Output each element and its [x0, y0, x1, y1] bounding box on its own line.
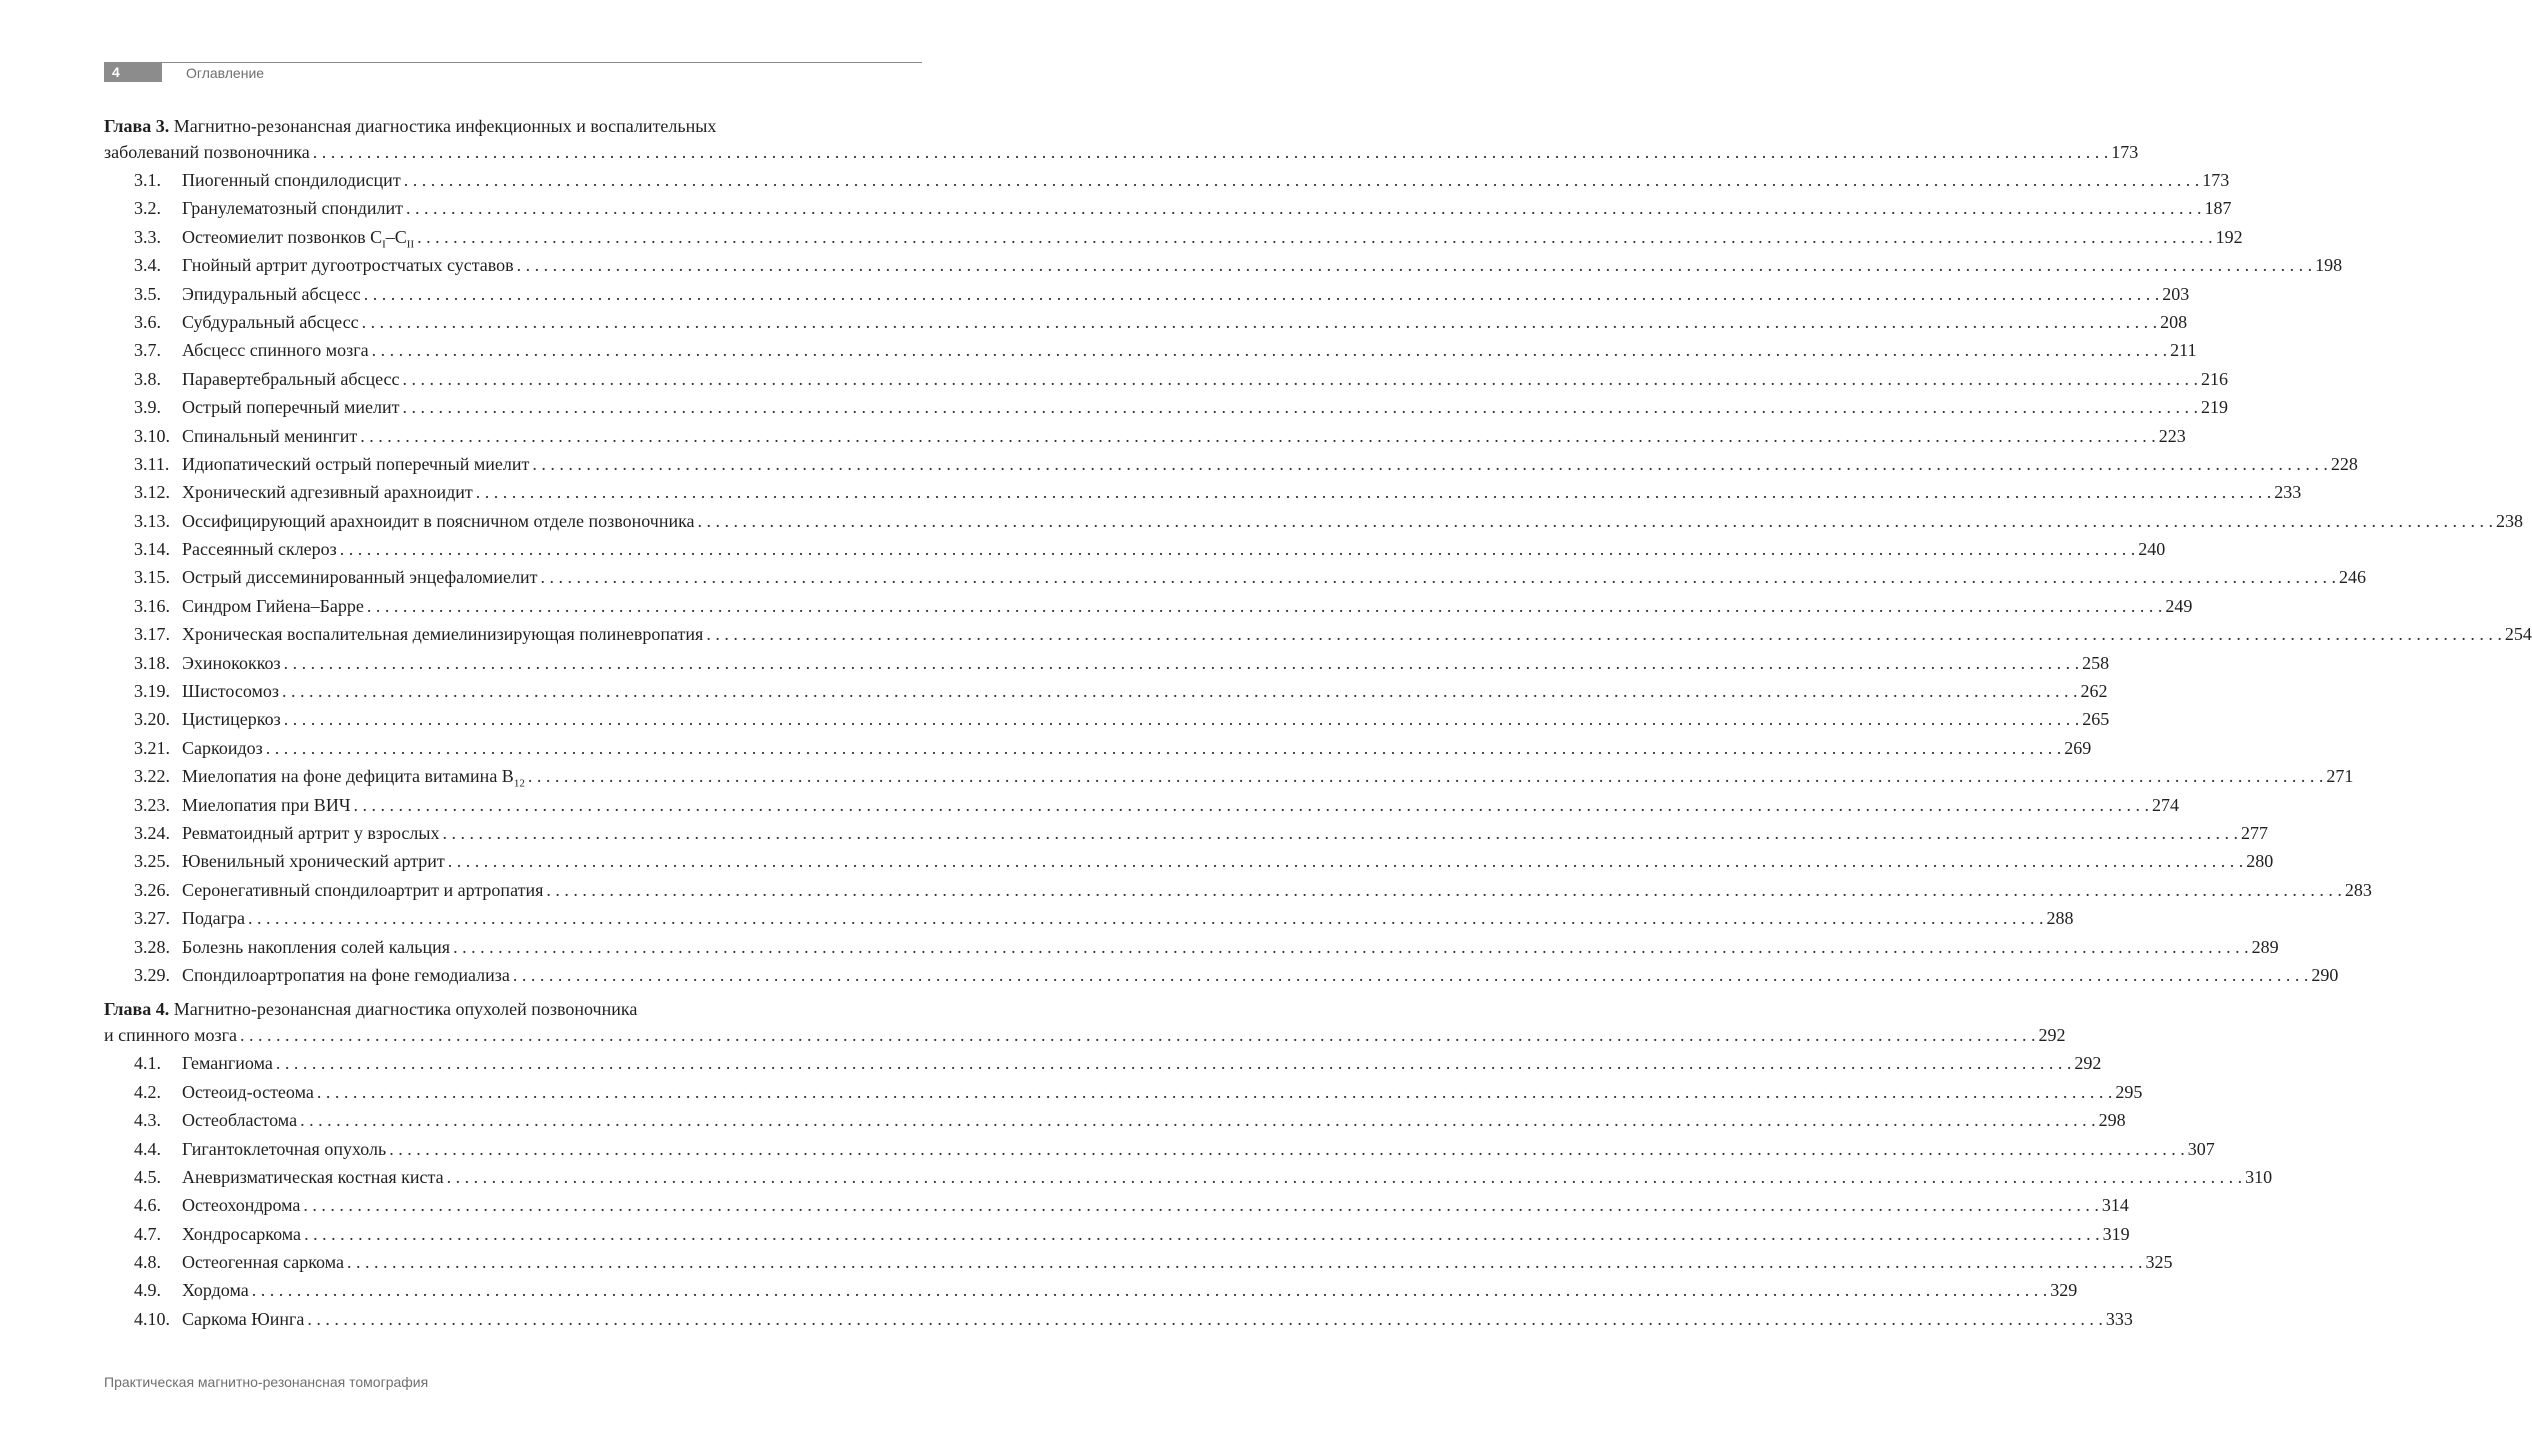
section-number: 3.2.	[134, 198, 161, 219]
dot-leader: . . . . . . . . . . . . . . . . . . . . . . . . . . . . . . . . . . . . . . . . . . . . . . . . . . . . . . . . . . . . . . . . . . . . . . . . . . . . . . . . . . . . . . . . . . . . . . . . . . . . . . . . . . . . . . . . . . . . . . . . . . . . . . . . . . . . . . . . . . . . . . . . . . . . . . . . . . . . . . . . . . . . . . . . . . . . . . . . . . . . . . . . . . . . . . . . . . . . . . . .	[475, 482, 2272, 503]
section-number: 4.6.	[134, 1195, 161, 1216]
toc-entry	[104, 734, 2092, 762]
dot-leader: . . . . . . . . . . . . . . . . . . . . . . . . . . . . . . . . . . . . . . . . . . . . . . . . . . . . . . . . . . . . . . . . . . . . . . . . . . . . . . . . . . . . . . . . . . . . . . . . . . . . . . . . . . . . . . . . . . . . . . . . . . . . . . . . . . . . . . . . . . . . . . . . . . . . . . . . . . . . . . . . . . . . . . . . . . . . . . . . . . . . . . . . . . . . . . . . . . . . . . . .	[371, 340, 2168, 361]
dot-leader: . . . . . . . . . . . . . . . . . . . . . . . . . . . . . . . . . . . . . . . . . . . . . . . . . . . . . . . . . . . . . . . . . . . . . . . . . . . . . . . . . . . . . . . . . . . . . . . . . . . . . . . . . . . . . . . . . . . . . . . . . . . . . . . . . . . . . . . . . . . . . . . . . . . . . . . . . . . . . . . . . . . . . . . . . . . . . . . . . . . . . . . . . . . . . . . . . . . . . . . .	[353, 794, 2150, 815]
section-page-number: 246	[2338, 567, 2366, 588]
section-title: Подагра	[182, 908, 245, 929]
toc-entry	[104, 620, 2532, 648]
section-page-number: 290	[2311, 964, 2339, 985]
toc-entry	[104, 1220, 2130, 1248]
section-title: Спинальный менингит	[182, 425, 358, 446]
section-page-number: 319	[2102, 1223, 2130, 1244]
dot-leader: . . . . . . . . . . . . . . . . . . . . . . . . . . . . . . . . . . . . . . . . . . . . . . . . . . . . . . . . . . . . . . . . . . . . . . . . . . . . . . . . . . . . . . . . . . . . . . . . . . . . . . . . . . . . . . . . . . . . . . . . . . . . . . . . . . . . . . . . . . . . . . . . . . . . . . . . . . . . . . . . . . . . . . . . . . . . . . . . . . . . . . . . . . . . . . . . . . . . . . . .	[265, 737, 2062, 758]
dot-leader: . . . . . . . . . . . . . . . . . . . . . . . . . . . . . . . . . . . . . . . . . . . . . . . . . . . . . . . . . . . . . . . . . . . . . . . . . . . . . . . . . . . . . . . . . . . . . . . . . . . . . . . . . . . . . . . . . . . . . . . . . . . . . . . . . . . . . . . . . . . . . . . . . . . . . . . . . . . . . . . . . . . . . . . . . . . . . . . . . . . . . . . . . . . . . . . . . . . . . . . .	[283, 652, 2080, 673]
section-title: Оссифицирующий арахноидит в поясничном отделе позвоночника	[182, 510, 695, 531]
section-page-number: 211	[2170, 340, 2197, 361]
section-page-number: 254	[2504, 624, 2532, 645]
toc-entry	[104, 592, 2193, 620]
toc-entry	[104, 961, 2339, 989]
dot-leader: . . . . . . . . . . . . . . . . . . . . . . . . . . . . . . . . . . . . . . . . . . . . . . . . . . . . . . . . . . . . . . . . . . . . . . . . . . . . . . . . . . . . . . . . . . . . . . . . . . . . . . . . . . . . . . . . . . . . . . . . . . . . . . . . . . . . . . . . . . . . . . . . . . . . . . . . . . . . . . . . . . . . . . . . . . . . . . . . . . . . . . . . . . . . . . . . . . . . . . . .	[389, 1138, 2185, 1159]
section-number: 3.6.	[134, 311, 161, 332]
section-number: 3.11.	[134, 453, 170, 474]
section-number: 3.26.	[134, 879, 170, 900]
dot-leader: . . . . . . . . . . . . . . . . . . . . . . . . . . . . . . . . . . . . . . . . . . . . . . . . . . . . . . . . . . . . . . . . . . . . . . . . . . . . . . . . . . . . . . . . . . . . . . . . . . . . . . . . . . . . . . . . . . . . . . . . . . . . . . . . . . . . . . . . . . . . . . . . . . . . . . . . . . . . . . . . . . . . . . . . . . . . . . . . . . . . . . . . . . . . . . . . . . . . . . . .	[540, 567, 2336, 588]
dot-leader: . . . . . . . . . . . . . . . . . . . . . . . . . . . . . . . . . . . . . . . . . . . . . . . . . . . . . . . . . . . . . . . . . . . . . . . . . . . . . . . . . . . . . . . . . . . . . . . . . . . . . . . . . . . . . . . . . . . . . . . . . . . . . . . . . . . . . . . . . . . . . . . . . . . . . . . . . . . . . . . . . . . . . . . . . . . . . . . . . . . . . . . . . . . . . . . . . . . . . . . .	[283, 709, 2080, 730]
section-number: 4.1.	[134, 1053, 161, 1074]
section-title: Остеогенная саркома	[182, 1252, 344, 1273]
section-page-number: 289	[2251, 936, 2279, 957]
section-number: 3.18.	[134, 652, 170, 673]
section-title: Острый поперечный миелит	[182, 397, 400, 418]
section-title: Ревматоидный артрит у взрослых	[182, 822, 440, 843]
section-page-number: 208	[2160, 311, 2188, 332]
section-title: Хондросаркома	[182, 1223, 302, 1244]
toc-entry	[104, 705, 2110, 733]
dot-leader: . . . . . . . . . . . . . . . . . . . . . . . . . . . . . . . . . . . . . . . . . . . . . . . . . . . . . . . . . . . . . . . . . . . . . . . . . . . . . . . . . . . . . . . . . . . . . . . . . . . . . . . . . . . . . . . . . . . . . . . . . . . . . . . . . . . . . . . . . . . . . . . . . . . . . . . . . . . . . . . . . . . . . . . . . . . . . . . . . . . . . . . . . . . . . . . . . . . . . . . .	[360, 425, 2156, 446]
dot-leader: . . . . . . . . . . . . . . . . . . . . . . . . . . . . . . . . . . . . . . . . . . . . . . . . . . . . . . . . . . . . . . . . . . . . . . . . . . . . . . . . . . . . . . . . . . . . . . . . . . . . . . . . . . . . . . . . . . . . . . . . . . . . . . . . . . . . . . . . . . . . . . . . . . . . . . . . . . . . . . . . . . . . . . . . . . . . . . . . . . . . . . . . . . . . . . . . . . . . . . . .	[282, 681, 2078, 702]
section-number: 3.14.	[134, 539, 170, 560]
section-page-number: 228	[2330, 453, 2358, 474]
page-header	[104, 62, 922, 82]
running-title: Оглавление	[186, 65, 265, 81]
section-number: 3.7.	[134, 340, 161, 361]
chapter-gap	[104, 989, 922, 997]
section-title: Рассеянный склероз	[182, 539, 337, 560]
dot-leader: . . . . . . . . . . . . . . . . . . . . . . . . . . . . . . . . . . . . . . . . . . . . . . . . . . . . . . . . . . . . . . . . . . . . . . . . . . . . . . . . . . . . . . . . . . . . . . . . . . . . . . . . . . . . . . . . . . . . . . . . . . . . . . . . . . . . . . . . . . . . . . . . . . . . . . . . . . . . . . . . . . . . . . . . . . . . . . . . . . . . . . . . . . . . . . . . . . . . . . . .	[442, 822, 2238, 843]
section-page-number: 292	[2074, 1053, 2102, 1074]
toc-entry	[104, 876, 2372, 904]
dot-leader: . . . . . . . . . . . . . . . . . . . . . . . . . . . . . . . . . . . . . . . . . . . . . . . . . . . . . . . . . . . . . . . . . . . . . . . . . . . . . . . . . . . . . . . . . . . . . . . . . . . . . . . . . . . . . . . . . . . . . . . . . . . . . . . . . . . . . . . . . . . . . . . . . . . . . . . . . . . . . . . . . . . . . . . . . . . . . . . . . . . . . . . . . . . . . . . . . . . . . . . .	[446, 1166, 2243, 1187]
dot-leader: . . . . . . . . . . . . . . . . . . . . . . . . . . . . . . . . . . . . . . . . . . . . . . . . . . . . . . . . . . . . . . . . . . . . . . . . . . . . . . . . . . . . . . . . . . . . . . . . . . . . . . . . . . . . . . . . . . . . . . . . . . . . . . . . . . . . . . . . . . . . . . . . . . . . . . . . . . . . . . . . . . . . . . . . . . . . . . . . . . . . . . . . . . . . . . . . . . . . . . . .	[402, 397, 2199, 418]
dot-leader: . . . . . . . . . . . . . . . . . . . . . . . . . . . . . . . . . . . . . . . . . . . . . . . . . . . . . . . . . . . . . . . . . . . . . . . . . . . . . . . . . . . . . . . . . . . . . . . . . . . . . . . . . . . . . . . . . . . . . . . . . . . . . . . . . . . . . . . . . . . . . . . . . . . . . . . . . . . . . . . . . . . . . . . . . . . . . . . . . . . . . . . . . . . . . . . . . . . . . . . .	[447, 851, 2244, 872]
section-number: 3.9.	[134, 397, 161, 418]
toc-entry	[104, 365, 2229, 393]
toc-entry	[104, 933, 2279, 961]
section-number: 4.2.	[134, 1081, 161, 1102]
section-title: Аневризматическая костная киста	[182, 1166, 444, 1187]
section-title: Остеохондрома	[182, 1195, 301, 1216]
section-number: 3.27.	[134, 908, 170, 929]
chapter-title-continued: и спинного мозга	[104, 1025, 237, 1046]
dot-leader: . . . . . . . . . . . . . . . . . . . . . . . . . . . . . . . . . . . . . . . . . . . . . . . . . . . . . . . . . . . . . . . . . . . . . . . . . . . . . . . . . . . . . . . . . . . . . . . . . . . . . . . . . . . . . . . . . . . . . . . . . . . . . . . . . . . . . . . . . . . . . . . . . . . . . . . . . . . . . . . . . . . . . . . . . . . . . . . . . . . . . . . . . . . . . . . . . . . . . . . .	[516, 255, 2313, 276]
section-title: Спондилоартропатия на фоне гемодиализа	[182, 964, 510, 985]
section-page-number: 269	[2064, 737, 2092, 758]
chapter-title-line	[104, 997, 922, 1021]
chapter-title-line	[104, 138, 2139, 166]
section-title: Болезнь накопления солей кальция	[182, 936, 451, 957]
section-title: Синдром Гийена–Барре	[182, 595, 364, 616]
section-page-number: 187	[2204, 198, 2232, 219]
dot-leader: . . . . . . . . . . . . . . . . . . . . . . . . . . . . . . . . . . . . . . . . . . . . . . . . . . . . . . . . . . . . . . . . . . . . . . . . . . . . . . . . . . . . . . . . . . . . . . . . . . . . . . . . . . . . . . . . . . . . . . . . . . . . . . . . . . . . . . . . . . . . . . . . . . . . . . . . . . . . . . . . . . . . . . . . . . . . . . . . . . . . . . . . . . . . . . . . . . . . . . . .	[697, 510, 2494, 531]
toc-entry	[104, 1276, 2078, 1304]
section-number: 3.16.	[134, 595, 170, 616]
section-page-number: 233	[2274, 482, 2302, 503]
chapter-title-line	[104, 114, 922, 138]
section-title-text: Миелопатия на фоне дефицита витамина В	[182, 766, 514, 787]
section-number: 3.3.	[134, 226, 161, 247]
section-number: 3.25.	[134, 851, 170, 872]
section-title: Гемангиома	[182, 1053, 273, 1074]
section-number: 4.7.	[134, 1223, 161, 1244]
toc-entry	[104, 847, 2274, 875]
section-title: Гнойный артрит дугоотростчатых суставов	[182, 255, 514, 276]
dot-leader: . . . . . . . . . . . . . . . . . . . . . . . . . . . . . . . . . . . . . . . . . . . . . . . . . . . . . . . . . . . . . . . . . . . . . . . . . . . . . . . . . . . . . . . . . . . . . . . . . . . . . . . . . . . . . . . . . . . . . . . . . . . . . . . . . . . . . . . . . . . . . . . . . . . . . . . . . . . . . . . . . . . . . . . . . . . . . . . . . . . . . . . . . . . . . . . . . . . . . . . .	[706, 624, 2502, 645]
section-title: Остеоид-остеома	[182, 1081, 314, 1102]
dot-leader: . . . . . . . . . . . . . . . . . . . . . . . . . . . . . . . . . . . . . . . . . . . . . . . . . . . . . . . . . . . . . . . . . . . . . . . . . . . . . . . . . . . . . . . . . . . . . . . . . . . . . . . . . . . . . . . . . . . . . . . . . . . . . . . . . . . . . . . . . . . . . . . . . . . . . . . . . . . . . . . . . . . . . . . . . . . . . . . . . . . . . . . . . . . . . . . . . . . . . . . .	[312, 142, 2109, 162]
chapter-title-continued: заболеваний позвоночника	[104, 142, 310, 162]
section-number: 3.19.	[134, 681, 170, 702]
toc-entry	[104, 1106, 2126, 1134]
section-title	[182, 223, 414, 251]
dot-leader: . . . . . . . . . . . . . . . . . . . . . . . . . . . . . . . . . . . . . . . . . . . . . . . . . . . . . . . . . . . . . . . . . . . . . . . . . . . . . . . . . . . . . . . . . . . . . . . . . . . . . . . . . . . . . . . . . . . . . . . . . . . . . . . . . . . . . . . . . . . . . . . . . . . . . . . . . . . . . . . . . . . . . . . . . . . . . . . . . . . . . . . . . . . . . . . . . . . . . . . .	[300, 1110, 2096, 1131]
toc-entry	[104, 1163, 2273, 1191]
section-title: Хронический адгезивный арахноидит	[182, 482, 473, 503]
section-page-number: 198	[2315, 255, 2343, 276]
section-number: 3.22.	[134, 766, 170, 787]
section-title: Гигантоклеточная опухоль	[182, 1138, 387, 1159]
section-page-number: 274	[2152, 794, 2180, 815]
section-title: Идиопатический острый поперечный миелит	[182, 453, 530, 474]
section-page-number: 192	[2215, 226, 2243, 247]
dot-leader: . . . . . . . . . . . . . . . . . . . . . . . . . . . . . . . . . . . . . . . . . . . . . . . . . . . . . . . . . . . . . . . . . . . . . . . . . . . . . . . . . . . . . . . . . . . . . . . . . . . . . . . . . . . . . . . . . . . . . . . . . . . . . . . . . . . . . . . . . . . . . . . . . . . . . . . . . . . . . . . . . . . . . . . . . . . . . . . . . . . . . . . . . . . . . . . . . . . . . . . .	[303, 1195, 2099, 1216]
section-title: Ювенильный хронический артрит	[182, 851, 445, 872]
toc-entry	[104, 450, 2358, 478]
dot-leader: . . . . . . . . . . . . . . . . . . . . . . . . . . . . . . . . . . . . . . . . . . . . . . . . . . . . . . . . . . . . . . . . . . . . . . . . . . . . . . . . . . . . . . . . . . . . . . . . . . . . . . . . . . . . . . . . . . . . . . . . . . . . . . . . . . . . . . . . . . . . . . . . . . . . . . . . . . . . . . . . . . . . . . . . . . . . . . . . . . . . . . . . . . . . . . . . . . . . . . . .	[512, 964, 2309, 985]
section-title	[182, 762, 525, 790]
section-title-text: –С	[385, 226, 407, 247]
toc-entry	[104, 677, 2108, 705]
dot-leader: . . . . . . . . . . . . . . . . . . . . . . . . . . . . . . . . . . . . . . . . . . . . . . . . . . . . . . . . . . . . . . . . . . . . . . . . . . . . . . . . . . . . . . . . . . . . . . . . . . . . . . . . . . . . . . . . . . . . . . . . . . . . . . . . . . . . . . . . . . . . . . . . . . . . . . . . . . . . . . . . . . . . . . . . . . . . . . . . . . . . . . . . . . . . . . . . . . . . . . . .	[304, 1223, 2100, 1244]
section-page-number: 203	[2162, 283, 2190, 304]
section-number: 3.12.	[134, 482, 170, 503]
section-number: 3.5.	[134, 283, 161, 304]
section-number: 3.23.	[134, 794, 170, 815]
dot-leader: . . . . . . . . . . . . . . . . . . . . . . . . . . . . . . . . . . . . . . . . . . . . . . . . . . . . . . . . . . . . . . . . . . . . . . . . . . . . . . . . . . . . . . . . . . . . . . . . . . . . . . . . . . . . . . . . . . . . . . . . . . . . . . . . . . . . . . . . . . . . . . . . . . . . . . . . . . . . . . . . . . . . . . . . . . . . . . . . . . . . . . . . . . . . . . . . . . . . . . . .	[417, 226, 2213, 247]
section-page-number: 283	[2344, 879, 2372, 900]
section-number: 4.10.	[134, 1308, 170, 1329]
section-number: 3.28.	[134, 936, 170, 957]
section-title: Саркома Юинга	[182, 1308, 305, 1329]
section-number: 3.10.	[134, 425, 170, 446]
dot-leader: . . . . . . . . . . . . . . . . . . . . . . . . . . . . . . . . . . . . . . . . . . . . . . . . . . . . . . . . . . . . . . . . . . . . . . . . . . . . . . . . . . . . . . . . . . . . . . . . . . . . . . . . . . . . . . . . . . . . . . . . . . . . . . . . . . . . . . . . . . . . . . . . . . . . . . . . . . . . . . . . . . . . . . . . . . . . . . . . . . . . . . . . . . . . . . . . . . . . . . . .	[346, 1252, 2143, 1273]
section-page-number: 310	[2245, 1166, 2273, 1187]
toc-entry	[104, 166, 2230, 194]
chapter-page-number: 173	[2111, 142, 2139, 162]
section-title: Хроническая воспалительная демиелинизирующая полиневропатия	[182, 624, 704, 645]
toc-entry	[104, 1191, 2129, 1219]
chapter-heading	[104, 114, 2139, 166]
dot-leader: . . . . . . . . . . . . . . . . . . . . . . . . . . . . . . . . . . . . . . . . . . . . . . . . . . . . . . . . . . . . . . . . . . . . . . . . . . . . . . . . . . . . . . . . . . . . . . . . . . . . . . . . . . . . . . . . . . . . . . . . . . . . . . . . . . . . . . . . . . . . . . . . . . . . . . . . . . . . . . . . . . . . . . . . . . . . . . . . . . . . . . . . . . . . . . . . . . . . . . . .	[453, 936, 2249, 957]
section-page-number: 238	[2496, 510, 2524, 531]
section-title: Остеобластома	[182, 1110, 298, 1131]
section-number: 4.8.	[134, 1252, 161, 1273]
toc-entry	[104, 507, 2524, 535]
section-title: Серонегативный спондилоартрит и артропатия	[182, 879, 544, 900]
toc-entry	[104, 393, 2229, 421]
section-number: 3.29.	[134, 964, 170, 985]
toc-entry	[104, 1049, 2102, 1077]
section-page-number: 288	[2046, 908, 2074, 929]
toc-entry	[104, 563, 2366, 591]
toc-entry	[104, 649, 2110, 677]
toc-entry	[104, 422, 2186, 450]
section-title: Паравертебральный абсцесс	[182, 368, 400, 389]
section-page-number: 307	[2187, 1138, 2215, 1159]
toc-entry	[104, 336, 2197, 364]
section-page-number: 219	[2201, 397, 2229, 418]
section-page-number: 249	[2165, 595, 2193, 616]
section-page-number: 240	[2138, 539, 2166, 560]
dot-leader: . . . . . . . . . . . . . . . . . . . . . . . . . . . . . . . . . . . . . . . . . . . . . . . . . . . . . . . . . . . . . . . . . . . . . . . . . . . . . . . . . . . . . . . . . . . . . . . . . . . . . . . . . . . . . . . . . . . . . . . . . . . . . . . . . . . . . . . . . . . . . . . . . . . . . . . . . . . . . . . . . . . . . . . . . . . . . . . . . . . . . . . . . . . . . . . . . . . . . . . .	[248, 908, 2044, 929]
toc-entry	[104, 1248, 2173, 1276]
section-page-number: 262	[2080, 681, 2108, 702]
toc-entry	[104, 251, 2343, 279]
dot-leader: . . . . . . . . . . . . . . . . . . . . . . . . . . . . . . . . . . . . . . . . . . . . . . . . . . . . . . . . . . . . . . . . . . . . . . . . . . . . . . . . . . . . . . . . . . . . . . . . . . . . . . . . . . . . . . . . . . . . . . . . . . . . . . . . . . . . . . . . . . . . . . . . . . . . . . . . . . . . . . . . . . . . . . . . . . . . . . . . . . . . . . . . . . . . . . . . . . . . . . . .	[361, 311, 2158, 332]
subscript: I	[382, 238, 386, 251]
toc-entry	[104, 194, 2232, 222]
section-title: Абсцесс спинного мозга	[182, 340, 369, 361]
section-number: 3.1.	[134, 170, 161, 190]
section-title: Саркоидоз	[182, 737, 263, 758]
toc-entry	[104, 535, 2166, 563]
section-number: 3.4.	[134, 255, 161, 276]
toc-entry	[104, 904, 2074, 932]
section-title: Эпидуральный абсцесс	[182, 283, 361, 304]
toc-entry	[104, 1078, 2143, 1106]
section-page-number: 216	[2201, 368, 2229, 389]
section-title: Хордома	[182, 1280, 249, 1301]
section-title: Пиогенный спондилодисцит	[182, 170, 401, 190]
section-number: 3.17.	[134, 624, 170, 645]
dot-leader: . . . . . . . . . . . . . . . . . . . . . . . . . . . . . . . . . . . . . . . . . . . . . . . . . . . . . . . . . . . . . . . . . . . . . . . . . . . . . . . . . . . . . . . . . . . . . . . . . . . . . . . . . . . . . . . . . . . . . . . . . . . . . . . . . . . . . . . . . . . . . . . . . . . . . . . . . . . . . . . . . . . . . . . . . . . . . . . . . . . . . . . . . . . . . . . . . . . . . . . .	[251, 1280, 2048, 1301]
toc-entry	[104, 280, 2190, 308]
section-number: 3.8.	[134, 368, 161, 389]
section-number: 4.3.	[134, 1110, 161, 1131]
section-title-text: Остеомиелит позвонков С	[182, 226, 383, 247]
toc-entry	[104, 762, 2354, 790]
section-page-number: 277	[2240, 822, 2268, 843]
chapter-title: Магнитно-резонансная диагностика инфекционных и воспалительных	[173, 116, 717, 136]
section-number: 3.13.	[134, 510, 170, 531]
section-page-number: 333	[2105, 1308, 2133, 1329]
section-page-number: 298	[2098, 1110, 2126, 1131]
section-title: Миелопатия при ВИЧ	[182, 794, 351, 815]
section-number: 3.20.	[134, 709, 170, 730]
section-number: 3.21.	[134, 737, 170, 758]
chapter-heading	[104, 997, 2066, 1049]
dot-leader: . . . . . . . . . . . . . . . . . . . . . . . . . . . . . . . . . . . . . . . . . . . . . . . . . . . . . . . . . . . . . . . . . . . . . . . . . . . . . . . . . . . . . . . . . . . . . . . . . . . . . . . . . . . . . . . . . . . . . . . . . . . . . . . . . . . . . . . . . . . . . . . . . . . . . . . . . . . . . . . . . . . . . . . . . . . . . . . . . . . . . . . . . . . . . . . . . . . . . . . .	[406, 198, 2202, 219]
subscript: 12	[513, 777, 525, 790]
dot-leader: . . . . . . . . . . . . . . . . . . . . . . . . . . . . . . . . . . . . . . . . . . . . . . . . . . . . . . . . . . . . . . . . . . . . . . . . . . . . . . . . . . . . . . . . . . . . . . . . . . . . . . . . . . . . . . . . . . . . . . . . . . . . . . . . . . . . . . . . . . . . . . . . . . . . . . . . . . . . . . . . . . . . . . . . . . . . . . . . . . . . . . . . . . . . . . . . . . . . . . . .	[366, 595, 2163, 616]
section-page-number: 271	[2326, 766, 2354, 787]
chapter-label: Глава 4.	[104, 999, 170, 1020]
footer-book-title: Практическая магнитно-резонансная томография	[104, 1374, 429, 1390]
section-title: Эхинококкоз	[182, 652, 281, 673]
toc-entry	[104, 308, 2188, 336]
dot-leader: . . . . . . . . . . . . . . . . . . . . . . . . . . . . . . . . . . . . . . . . . . . . . . . . . . . . . . . . . . . . . . . . . . . . . . . . . . . . . . . . . . . . . . . . . . . . . . . . . . . . . . . . . . . . . . . . . . . . . . . . . . . . . . . . . . . . . . . . . . . . . . . . . . . . . . . . . . . . . . . . . . . . . . . . . . . . . . . . . . . . . . . . . . . . . . . . . . . . . . . .	[307, 1308, 2103, 1329]
dot-leader: . . . . . . . . . . . . . . . . . . . . . . . . . . . . . . . . . . . . . . . . . . . . . . . . . . . . . . . . . . . . . . . . . . . . . . . . . . . . . . . . . . . . . . . . . . . . . . . . . . . . . . . . . . . . . . . . . . . . . . . . . . . . . . . . . . . . . . . . . . . . . . . . . . . . . . . . . . . . . . . . . . . . . . . . . . . . . . . . . . . . . . . . . . . . . . . . . . . . . . . .	[402, 368, 2199, 389]
dot-leader: . . . . . . . . . . . . . . . . . . . . . . . . . . . . . . . . . . . . . . . . . . . . . . . . . . . . . . . . . . . . . . . . . . . . . . . . . . . . . . . . . . . . . . . . . . . . . . . . . . . . . . . . . . . . . . . . . . . . . . . . . . . . . . . . . . . . . . . . . . . . . . . . . . . . . . . . . . . . . . . . . . . . . . . . . . . . . . . . . . . . . . . . . . . . . . . . . . . . . . . .	[275, 1053, 2072, 1074]
dot-leader: . . . . . . . . . . . . . . . . . . . . . . . . . . . . . . . . . . . . . . . . . . . . . . . . . . . . . . . . . . . . . . . . . . . . . . . . . . . . . . . . . . . . . . . . . . . . . . . . . . . . . . . . . . . . . . . . . . . . . . . . . . . . . . . . . . . . . . . . . . . . . . . . . . . . . . . . . . . . . . . . . . . . . . . . . . . . . . . . . . . . . . . . . . . . . . . . . . . . . . . .	[316, 1081, 2113, 1102]
toc-entry	[104, 478, 2302, 506]
section-title: Гранулематозный спондилит	[182, 198, 403, 219]
section-number: 4.4.	[134, 1138, 161, 1159]
section-title: Цистицеркоз	[182, 709, 281, 730]
section-number: 3.24.	[134, 822, 170, 843]
chapter-title: Магнитно-резонансная диагностика опухолей позвоночника	[173, 999, 638, 1020]
section-page-number: 265	[2082, 709, 2110, 730]
toc-entry	[104, 1305, 2133, 1333]
section-title: Острый диссеминированный энцефаломиелит	[182, 567, 538, 588]
dot-leader: . . . . . . . . . . . . . . . . . . . . . . . . . . . . . . . . . . . . . . . . . . . . . . . . . . . . . . . . . . . . . . . . . . . . . . . . . . . . . . . . . . . . . . . . . . . . . . . . . . . . . . . . . . . . . . . . . . . . . . . . . . . . . . . . . . . . . . . . . . . . . . . . . . . . . . . . . . . . . . . . . . . . . . . . . . . . . . . . . . . . . . . . . . . . . . . . . . . . . . . .	[532, 453, 2328, 474]
toc-entry	[104, 1135, 2215, 1163]
table-of-contents	[104, 114, 2532, 1333]
section-page-number: 295	[2115, 1081, 2143, 1102]
section-page-number: 314	[2101, 1195, 2129, 1216]
section-page-number: 280	[2246, 851, 2274, 872]
subscript: II	[406, 238, 415, 251]
dot-leader: . . . . . . . . . . . . . . . . . . . . . . . . . . . . . . . . . . . . . . . . . . . . . . . . . . . . . . . . . . . . . . . . . . . . . . . . . . . . . . . . . . . . . . . . . . . . . . . . . . . . . . . . . . . . . . . . . . . . . . . . . . . . . . . . . . . . . . . . . . . . . . . . . . . . . . . . . . . . . . . . . . . . . . . . . . . . . . . . . . . . . . . . . . . . . . . . . . . . . . . .	[239, 1025, 2036, 1046]
dot-leader: . . . . . . . . . . . . . . . . . . . . . . . . . . . . . . . . . . . . . . . . . . . . . . . . . . . . . . . . . . . . . . . . . . . . . . . . . . . . . . . . . . . . . . . . . . . . . . . . . . . . . . . . . . . . . . . . . . . . . . . . . . . . . . . . . . . . . . . . . . . . . . . . . . . . . . . . . . . . . . . . . . . . . . . . . . . . . . . . . . . . . . . . . . . . . . . . . . . . . . . .	[546, 879, 2342, 900]
section-page-number: 223	[2158, 425, 2186, 446]
page-number-badge: 4	[104, 62, 162, 82]
section-number: 4.9.	[134, 1280, 161, 1301]
chapter-title-line	[104, 1021, 2066, 1049]
toc-entry	[104, 223, 2243, 251]
toc-entry	[104, 791, 2180, 819]
section-number: 4.5.	[134, 1166, 161, 1187]
section-page-number: 329	[2050, 1280, 2078, 1301]
section-page-number: 173	[2202, 170, 2230, 190]
section-title: Субдуральный абсцесс	[182, 311, 359, 332]
dot-leader: . . . . . . . . . . . . . . . . . . . . . . . . . . . . . . . . . . . . . . . . . . . . . . . . . . . . . . . . . . . . . . . . . . . . . . . . . . . . . . . . . . . . . . . . . . . . . . . . . . . . . . . . . . . . . . . . . . . . . . . . . . . . . . . . . . . . . . . . . . . . . . . . . . . . . . . . . . . . . . . . . . . . . . . . . . . . . . . . . . . . . . . . . . . . . . . . . . . . . . . .	[403, 170, 2200, 190]
dot-leader: . . . . . . . . . . . . . . . . . . . . . . . . . . . . . . . . . . . . . . . . . . . . . . . . . . . . . . . . . . . . . . . . . . . . . . . . . . . . . . . . . . . . . . . . . . . . . . . . . . . . . . . . . . . . . . . . . . . . . . . . . . . . . . . . . . . . . . . . . . . . . . . . . . . . . . . . . . . . . . . . . . . . . . . . . . . . . . . . . . . . . . . . . . . . . . . . . . . . . . . .	[363, 283, 2160, 304]
dot-leader: . . . . . . . . . . . . . . . . . . . . . . . . . . . . . . . . . . . . . . . . . . . . . . . . . . . . . . . . . . . . . . . . . . . . . . . . . . . . . . . . . . . . . . . . . . . . . . . . . . . . . . . . . . . . . . . . . . . . . . . . . . . . . . . . . . . . . . . . . . . . . . . . . . . . . . . . . . . . . . . . . . . . . . . . . . . . . . . . . . . . . . . . . . . . . . . . . . . . . . . .	[527, 766, 2324, 787]
chapter-label: Глава 3.	[104, 116, 170, 136]
toc-entry	[104, 819, 2268, 847]
dot-leader: . . . . . . . . . . . . . . . . . . . . . . . . . . . . . . . . . . . . . . . . . . . . . . . . . . . . . . . . . . . . . . . . . . . . . . . . . . . . . . . . . . . . . . . . . . . . . . . . . . . . . . . . . . . . . . . . . . . . . . . . . . . . . . . . . . . . . . . . . . . . . . . . . . . . . . . . . . . . . . . . . . . . . . . . . . . . . . . . . . . . . . . . . . . . . . . . . . . . . . . .	[339, 539, 2136, 560]
chapter-page-number: 292	[2038, 1025, 2066, 1046]
section-page-number: 258	[2082, 652, 2110, 673]
section-title: Шистосомоз	[182, 681, 280, 702]
section-number: 3.15.	[134, 567, 170, 588]
section-page-number: 325	[2145, 1252, 2173, 1273]
